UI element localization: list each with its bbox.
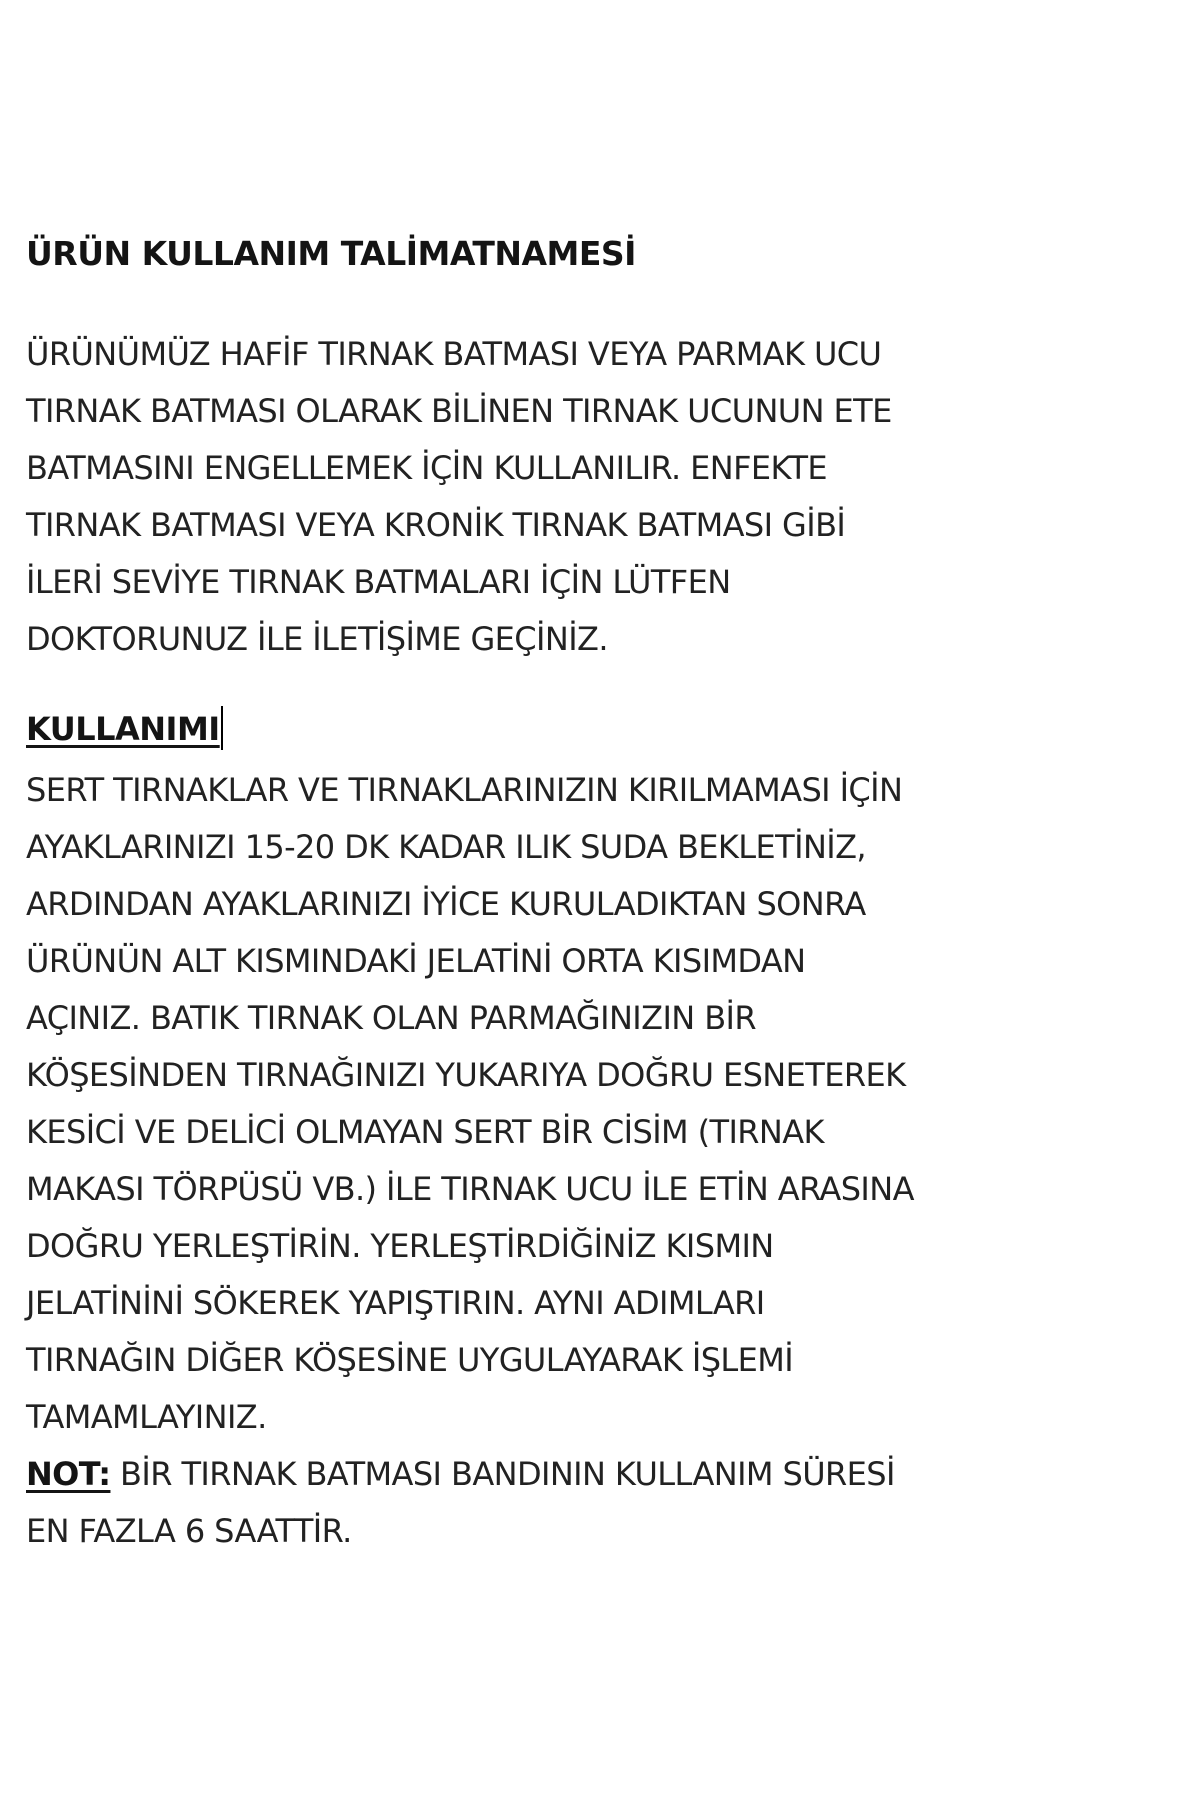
usage-line: TAMAMLAYINIZ. [26, 1398, 267, 1436]
note-text: BİR TIRNAK BATMASI BANDININ KULLANIM SÜRESİ [110, 1455, 895, 1493]
note-line: EN FAZLA 6 SAATTİR. [26, 1512, 352, 1550]
intro-line: BATMASINI ENGELLEMEK İÇİN KULLANILIR. ENFEKTE [26, 449, 828, 487]
usage-line: KÖŞESİNDEN TIRNAĞINIZI YUKARIYA DOĞRU ESNETEREK [26, 1056, 906, 1094]
usage-line: DOĞRU YERLEŞTİRİN. YERLEŞTİRDİĞİNİZ KISMIN [26, 1227, 774, 1265]
usage-line: ÜRÜNÜN ALT KISMINDAKİ JELATİNİ ORTA KISIMDAN [26, 942, 806, 980]
document-title: ÜRÜN KULLANIM TALİMATNAMESİ [26, 234, 636, 273]
usage-paragraph [26, 762, 914, 1560]
note-label: NOT: [26, 1455, 111, 1493]
intro-line: DOKTORUNUZ İLE İLETİŞİME GEÇİNİZ. [26, 620, 608, 658]
usage-heading-text: KULLANIMI [26, 710, 220, 748]
intro-line: TIRNAK BATMASI OLARAK BİLİNEN TIRNAK UCUNUN ETE [26, 392, 892, 430]
usage-line: KESİCİ VE DELİCİ OLMAYAN SERT BİR CİSİM (TIRNAK [26, 1113, 824, 1151]
note-line [26, 1446, 914, 1503]
intro-line: ÜRÜNÜMÜZ HAFİF TIRNAK BATMASI VEYA PARMAK UCU [26, 335, 882, 373]
text-cursor [221, 706, 223, 750]
usage-line: AÇINIZ. BATIK TIRNAK OLAN PARMAĞINIZIN BİR [26, 999, 757, 1037]
intro-line: TIRNAK BATMASI VEYA KRONİK TIRNAK BATMASI GİBİ [26, 506, 846, 544]
usage-line: ARDINDAN AYAKLARINIZI İYİCE KURULADIKTAN SONRA [26, 885, 866, 923]
usage-line: TIRNAĞIN DİĞER KÖŞESİNE UYGULAYARAK İŞLEMİ [26, 1341, 794, 1379]
intro-paragraph [26, 326, 892, 668]
usage-line: SERT TIRNAKLAR VE TIRNAKLARINIZIN KIRILMAMASI İÇİN [26, 771, 903, 809]
usage-heading [26, 706, 223, 750]
usage-line: MAKASI TÖRPÜSÜ VB.) İLE TIRNAK UCU İLE ETİN ARASINA [26, 1170, 914, 1208]
usage-line: JELATİNİNİ SÖKEREK YAPIŞTIRIN. AYNI ADIMLARI [26, 1284, 765, 1322]
usage-line: AYAKLARINIZI 15-20 DK KADAR ILIK SUDA BEKLETİNİZ, [26, 828, 867, 866]
intro-line: İLERİ SEVİYE TIRNAK BATMALARI İÇİN LÜTFEN [26, 563, 731, 601]
